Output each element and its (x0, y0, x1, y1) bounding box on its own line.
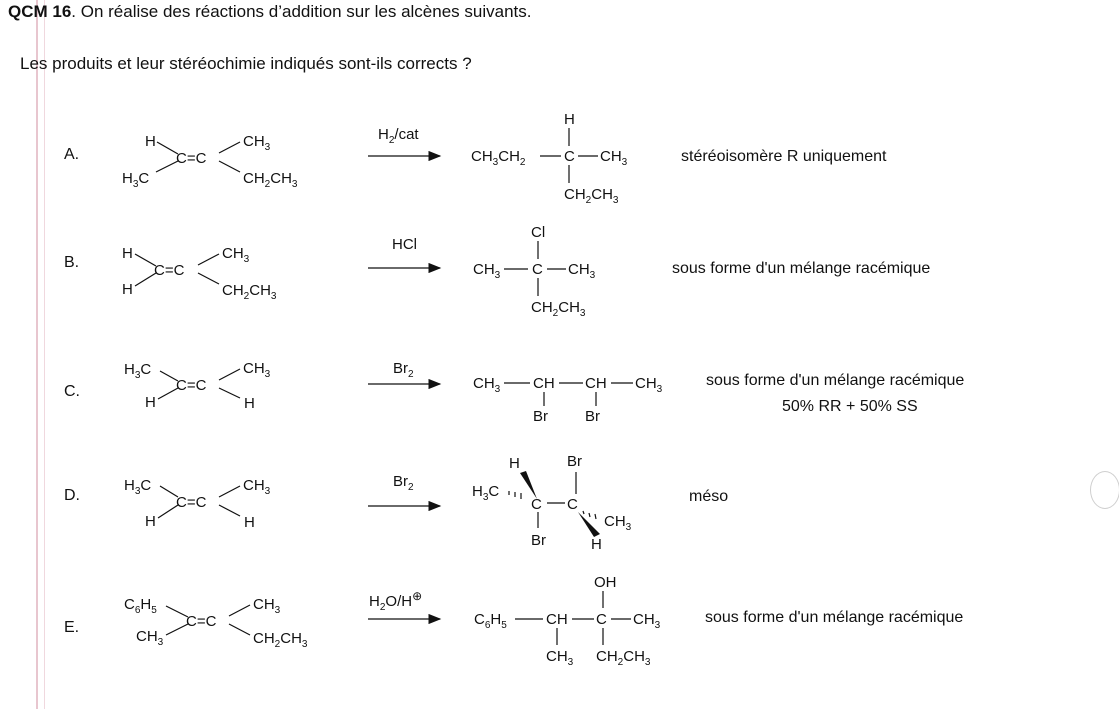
svg-text:H: H (564, 111, 575, 128)
svg-text:C6H5: $C_6H_5$ (124, 596, 157, 616)
option-c-comment-ratio: 50% RR + 50% SS (782, 398, 918, 415)
option-d-label: D. (64, 487, 80, 504)
option-a-product (471, 111, 628, 206)
svg-text:CH: CH (585, 375, 607, 392)
option-d-reactant (124, 477, 271, 531)
svg-text:CH3: $CH_3$ (253, 596, 281, 616)
option-a-arrow (368, 126, 440, 156)
option-c-arrow (368, 360, 440, 384)
svg-text:H: H (122, 281, 133, 298)
svg-text:C=C: C=C (176, 494, 207, 511)
option-c-reactant (124, 360, 271, 412)
option-e-reagent: $H_2O/H^\oplus$ (369, 589, 423, 613)
option-c-comment: sous forme d'un mélange racémique (706, 372, 965, 389)
svg-text:H: H (145, 513, 156, 530)
svg-text:CH3CH2: $CH_3CH_2$ (471, 148, 526, 168)
svg-text:C=C: C=C (176, 377, 207, 394)
svg-text:H3C: $H_3C$ (122, 170, 150, 190)
svg-text:CH2CH3: $CH_2CH_3$ (222, 282, 277, 302)
svg-text:CH3: $CH_3$ (136, 628, 164, 648)
svg-text:CH2CH3: $CH_2CH_3$ (531, 299, 586, 319)
qcm-number: QCM 16 (8, 2, 72, 21)
svg-text:CH: CH (546, 611, 568, 628)
svg-text:CH3: $CH_3$ (633, 611, 661, 631)
qcm-statement: . On réalise des réactions d’addition sur les alcènes suivants. (71, 2, 532, 21)
svg-text:Br: Br (567, 453, 582, 470)
svg-text:H3C: $H_3C$ (124, 361, 152, 381)
option-b-reagent: HCl (392, 236, 417, 253)
svg-text:Br: Br (533, 408, 548, 425)
svg-text:C: C (531, 496, 542, 513)
svg-text:H: H (145, 133, 156, 150)
svg-text:CH2CH3: $CH_2CH_3$ (253, 630, 308, 650)
svg-text:CH3: $CH_3$ (473, 375, 501, 395)
svg-text:CH3: $CH_3$ (243, 133, 271, 153)
option-a-label: A. (64, 146, 80, 163)
svg-text:C=C: C=C (154, 262, 185, 279)
option-c-label: C. (64, 383, 80, 400)
svg-text:H3C: $H_3C$ (124, 477, 152, 497)
svg-text:OH: OH (594, 574, 617, 591)
option-a-comment: stéréoisomère R uniquement (681, 148, 887, 165)
svg-text:H: H (244, 514, 255, 531)
option-e-reactant (124, 596, 308, 650)
option-b-comment: sous forme d'un mélange racémique (672, 260, 931, 277)
svg-text:CH2CH3: $CH_2CH_3$ (596, 648, 651, 668)
svg-text:CH: CH (533, 375, 555, 392)
svg-text:CH2CH3: $CH_2CH_3$ (243, 170, 298, 190)
svg-text:CH3: $CH_3$ (568, 261, 596, 281)
svg-text:H: H (145, 394, 156, 411)
svg-text:CH3: $CH_3$ (604, 513, 632, 533)
option-b-label: B. (64, 254, 80, 271)
question-text: Les produits et leur stéréochimie indiqués sont-ils corrects ? (20, 54, 472, 73)
option-d-arrow (368, 473, 440, 506)
svg-text:C: C (564, 148, 575, 165)
svg-text:C=C: C=C (176, 150, 207, 167)
option-c-reagent: $Br_2$ (393, 360, 414, 380)
option-e-label: E. (64, 619, 80, 636)
option-a-reactant (122, 133, 298, 190)
svg-text:C: C (596, 611, 607, 628)
svg-text:H: H (122, 245, 133, 262)
svg-text:C=C: C=C (186, 613, 217, 630)
option-b-reactant (122, 245, 277, 302)
option-a-reagent: $H_2$/cat (378, 126, 419, 146)
svg-text:CH2CH3: $CH_2CH_3$ (564, 186, 619, 206)
svg-text:CH3: $CH_3$ (243, 360, 271, 380)
svg-text:H: H (509, 455, 520, 472)
svg-text:H: H (244, 395, 255, 412)
svg-text:H: H (591, 536, 602, 553)
svg-text:CH3: $CH_3$ (222, 245, 250, 265)
svg-text:Br: Br (585, 408, 600, 425)
svg-text:CH3: $CH_3$ (243, 477, 271, 497)
option-d-product (472, 453, 632, 553)
svg-text:C6H5: $C_6H_5$ (474, 611, 507, 631)
svg-text:CH3: $CH_3$ (473, 261, 501, 281)
svg-text:CH3: $CH_3$ (600, 148, 628, 168)
option-d-comment: méso (689, 488, 729, 505)
svg-text:CH3: $CH_3$ (546, 648, 574, 668)
svg-text:Br: Br (531, 532, 546, 549)
option-b-arrow (368, 236, 440, 268)
svg-text:CH3: $CH_3$ (635, 375, 663, 395)
option-d-reagent: $Br_2$ (393, 473, 414, 493)
svg-text:C: C (532, 261, 543, 278)
option-c-product (473, 375, 663, 425)
option-e-arrow (368, 589, 440, 619)
option-e-comment: sous forme d'un mélange racémique (705, 609, 964, 626)
svg-text:Cl: Cl (531, 224, 546, 241)
svg-text:C: C (567, 496, 578, 513)
option-b-product (473, 224, 596, 319)
option-e-product (474, 574, 661, 668)
svg-text:H3C: $H_3C$ (472, 483, 500, 503)
